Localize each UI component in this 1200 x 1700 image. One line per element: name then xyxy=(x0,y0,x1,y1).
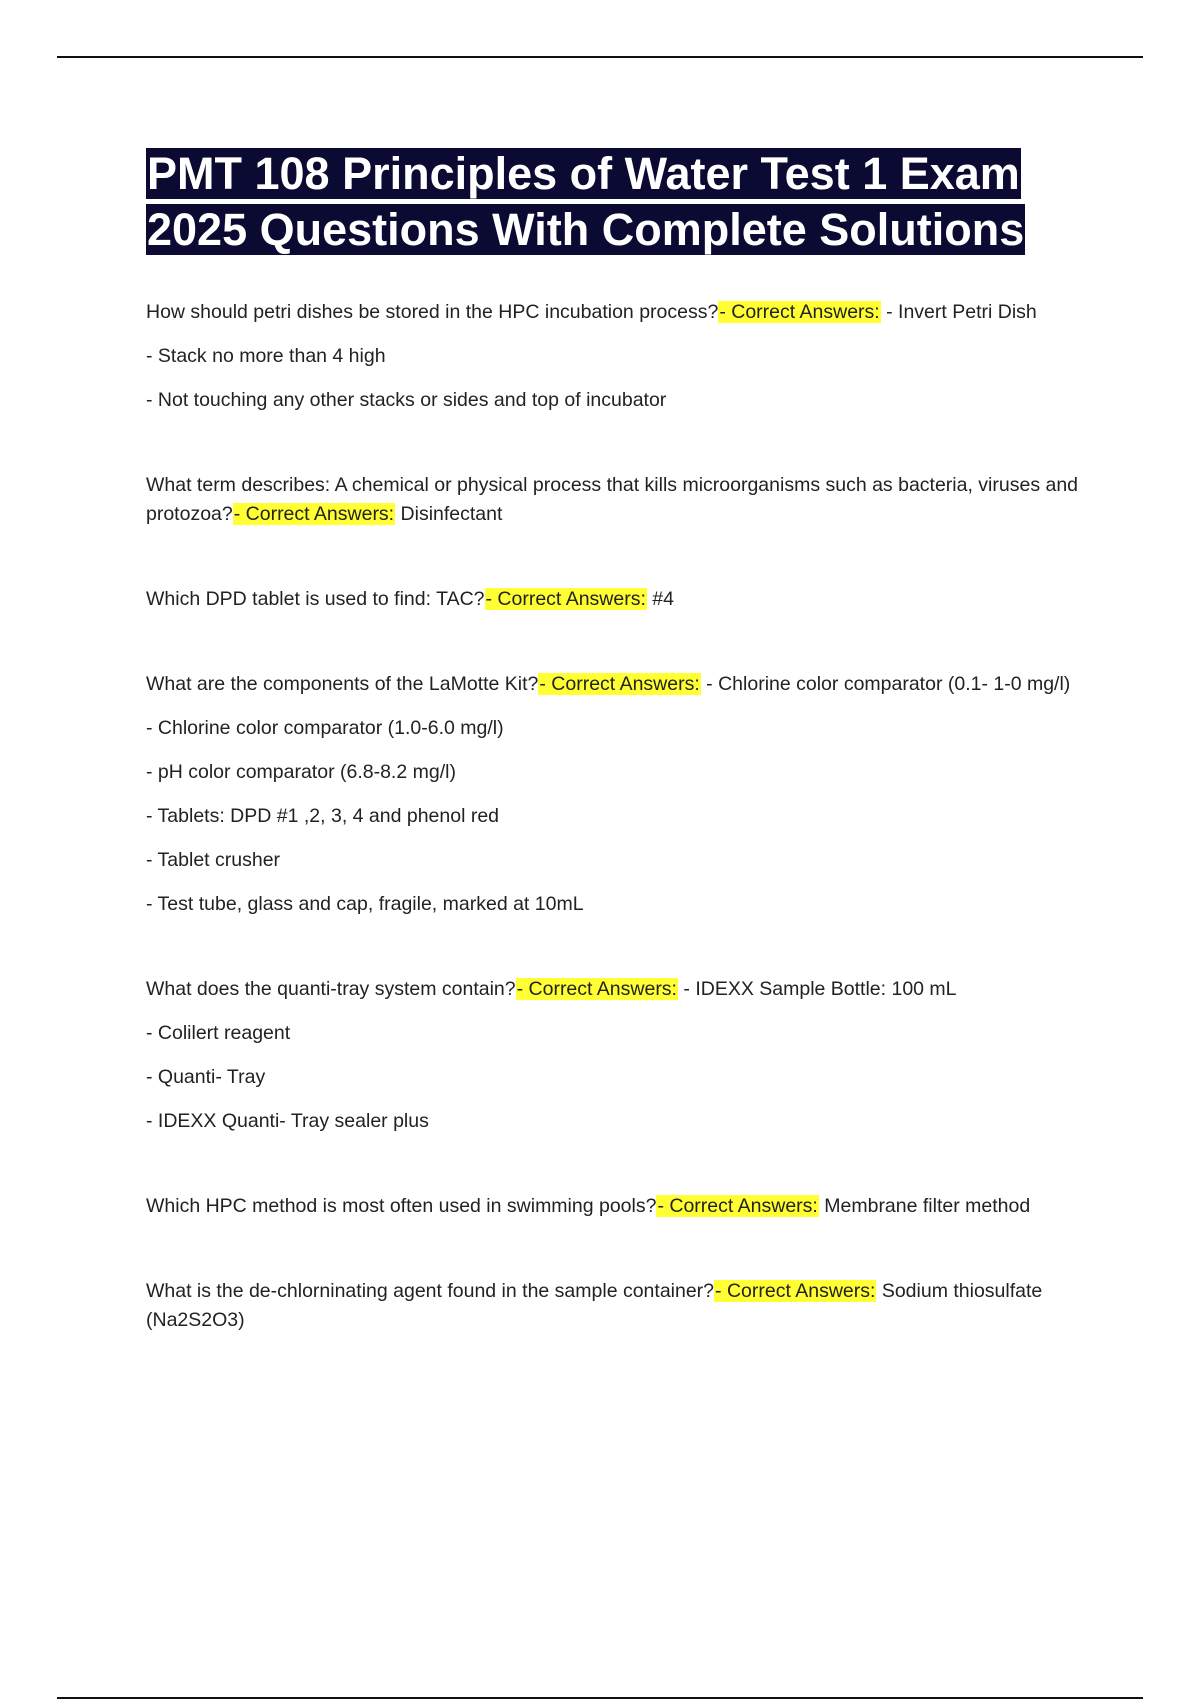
answer-text: #4 xyxy=(646,588,674,610)
question-text: What are the components of the LaMotte Kit? xyxy=(146,673,539,695)
qa-item xyxy=(146,1277,1090,1335)
answer-list-line: - Quanti- Tray xyxy=(146,1066,266,1088)
answer-marker-highlight: - Correct Answers: xyxy=(657,1195,818,1217)
qa-item xyxy=(146,471,1090,529)
answer-list-line: - Not touching any other stacks or sides and top of incubator xyxy=(146,389,667,411)
answer-text: Membrane filter method xyxy=(818,1195,1031,1217)
question-paragraph xyxy=(146,670,1090,699)
question-paragraph xyxy=(146,585,1090,614)
question-text: What is the de-chlorninating agent found in the sample container? xyxy=(146,1280,715,1302)
question-paragraph xyxy=(146,975,1090,1004)
answer-marker-highlight: - Correct Answers: xyxy=(516,978,677,1000)
question-paragraph xyxy=(146,471,1090,529)
answer-list-line: - Tablets: DPD #1 ,2, 3, 4 and phenol red xyxy=(146,805,500,827)
qa-item xyxy=(146,1192,1090,1221)
answer-list-line: - Test tube, glass and cap, fragile, marked at 10mL xyxy=(146,893,584,915)
qa-item xyxy=(146,670,1090,919)
answer-text: - Chlorine color comparator (0.1- 1-0 mg/l) xyxy=(700,673,1071,695)
question-paragraph xyxy=(146,298,1090,327)
qa-item xyxy=(146,585,1090,614)
question-text: What does the quanti-tray system contain? xyxy=(146,978,516,1000)
answer-list-line: - pH color comparator (6.8-8.2 mg/l) xyxy=(146,761,456,783)
answer-text: Sodium thiosulfate (Na2S2O3) xyxy=(146,1280,1043,1331)
question-text: How should petri dishes be stored in the HPC incubation process? xyxy=(146,301,719,323)
bottom-rule xyxy=(57,1697,1143,1699)
document-body xyxy=(146,146,1090,1391)
top-rule xyxy=(57,56,1143,58)
answer-list-line: - Colilert reagent xyxy=(146,1022,291,1044)
answer-marker-highlight: - Correct Answers: xyxy=(719,301,880,323)
question-text: Which DPD tablet is used to find: TAC? xyxy=(146,588,485,610)
answer-marker-highlight: - Correct Answers: xyxy=(485,588,646,610)
answer-list-line: - IDEXX Quanti- Tray sealer plus xyxy=(146,1110,429,1132)
question-text: What term describes: A chemical or physical process that kills microorganisms such as bacteria, viruses and protozoa? xyxy=(146,474,1079,525)
answer-marker-highlight: - Correct Answers: xyxy=(715,1280,876,1302)
qa-list xyxy=(146,298,1090,1335)
answer-list-line: - Stack no more than 4 high xyxy=(146,345,386,367)
answer-text: Disinfectant xyxy=(395,503,503,525)
answer-text: - Invert Petri Dish xyxy=(880,301,1037,323)
answer-marker-highlight: - Correct Answers: xyxy=(539,673,700,695)
answer-marker-highlight: - Correct Answers: xyxy=(233,503,395,525)
question-paragraph xyxy=(146,1192,1090,1221)
answer-list-line: - Chlorine color comparator (1.0-6.0 mg/l) xyxy=(146,717,504,739)
title-band: PMT 108 Principles of Water Test 1 Exam 2025 Questions With Complete Solutions xyxy=(147,148,1025,255)
question-paragraph xyxy=(146,1277,1090,1335)
question-text: Which HPC method is most often used in swimming pools? xyxy=(146,1195,657,1217)
document-title xyxy=(146,146,1090,258)
answer-list-line: - Tablet crusher xyxy=(146,849,281,871)
qa-item xyxy=(146,298,1090,415)
answer-text: - IDEXX Sample Bottle: 100 mL xyxy=(677,978,957,1000)
qa-item xyxy=(146,975,1090,1136)
